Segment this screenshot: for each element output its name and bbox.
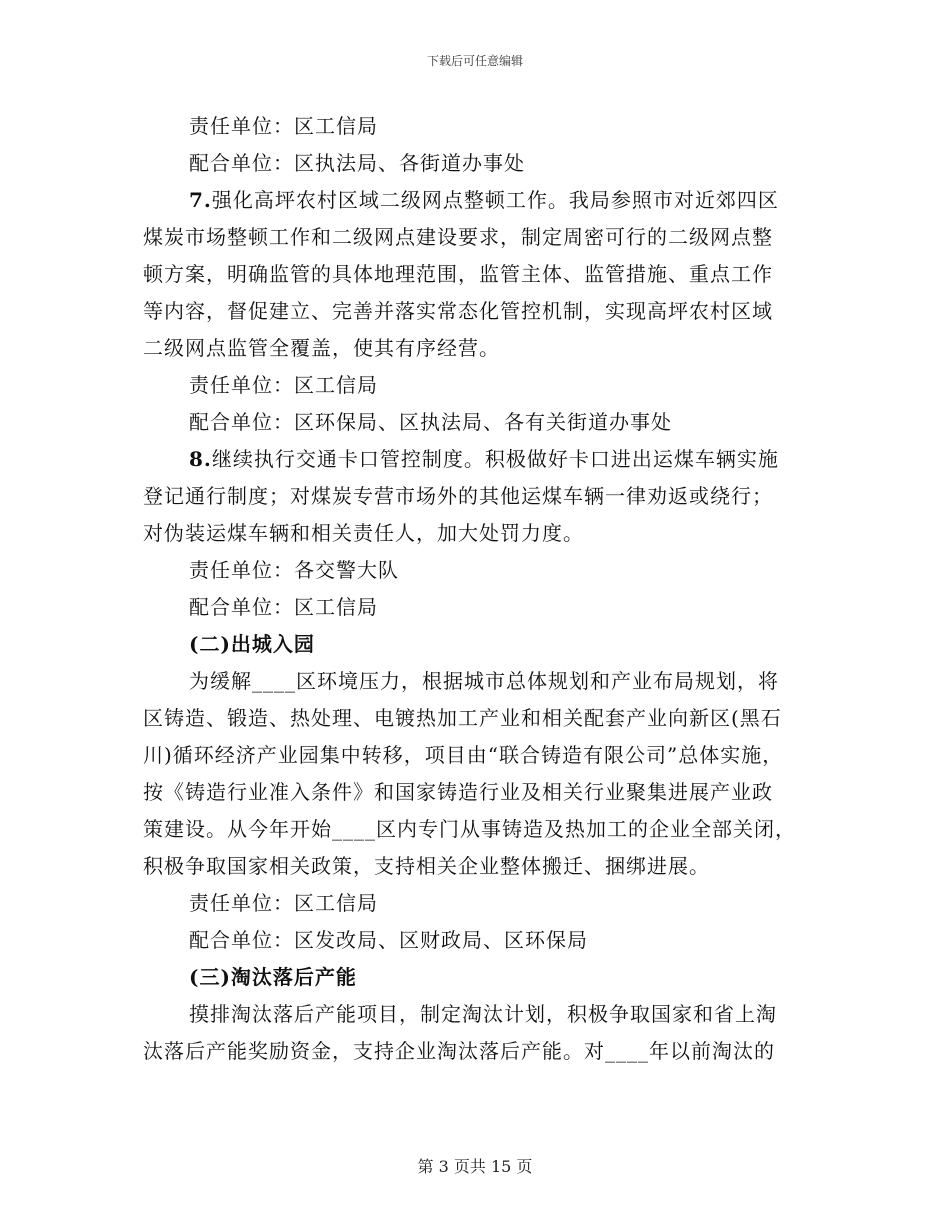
- text-line: [143, 367, 833, 404]
- line-text: 川)循环经济产业园集中转移，项目由“联合铸造有限公司”总体实施，: [143, 743, 784, 767]
- line-text: 按《铸造行业准入条件》和国家铸造行业及相关行业聚集进展产业政: [143, 780, 773, 804]
- text-line: [143, 145, 833, 182]
- text-line: [143, 108, 833, 145]
- text-line: [143, 256, 833, 293]
- text-line: [143, 811, 833, 848]
- item-number: 7.: [189, 188, 212, 212]
- line-text: 对伪装运煤车辆和相关责任人，加大处罚力度。: [143, 521, 584, 545]
- line-text: 区铸造、锻造、热处理、电镀热加工产业和相关配套产业向新区(黑石: [143, 706, 782, 730]
- text-line: [143, 737, 833, 774]
- line-text: 登记通行制度；对煤炭专营市场外的其他运煤车辆一律劝返或绕行；: [143, 484, 773, 508]
- line-text: 责任单位：区工信局: [189, 373, 378, 397]
- line-text: 责任单位：区工信局: [189, 891, 378, 915]
- text-line: [143, 1033, 833, 1070]
- line-text: 继续执行交通卡口管控制度。积极做好卡口进出运煤车辆实施: [211, 447, 779, 471]
- line-text: 等内容，督促建立、完善并落实常态化管控机制，实现高坪农村区域: [143, 299, 773, 323]
- document-body: [143, 108, 833, 1070]
- text-line: [143, 330, 833, 367]
- text-line: [143, 589, 833, 626]
- line-text: (三)淘汰落后产能: [189, 965, 357, 989]
- line-text: 顿方案，明确监管的具体地理范围，监管主体、监管措施、重点工作: [143, 262, 773, 286]
- text-line: [143, 848, 833, 885]
- text-line: [143, 478, 833, 515]
- line-text: 配合单位：区工信局: [189, 595, 378, 619]
- section-heading: [143, 626, 833, 663]
- page-header: 下载后可任意编辑: [426, 54, 523, 68]
- page-footer: 第 3 页共 15 页: [417, 1157, 533, 1176]
- text-line: [143, 552, 833, 589]
- text-line: [143, 885, 833, 922]
- text-line: [143, 182, 833, 219]
- line-text: 责任单位：区工信局: [189, 114, 378, 138]
- text-line: [143, 922, 833, 959]
- text-line: [143, 441, 833, 478]
- item-number: 8.: [189, 447, 212, 471]
- section-heading: [143, 959, 833, 996]
- line-text: (二)出城入园: [189, 632, 315, 656]
- line-text: 积极争取国家相关政策，支持相关企业整体搬迁、捆绑进展。: [143, 854, 710, 878]
- text-line: [143, 700, 833, 737]
- line-text: 策建设。从今年开始____区内专门从事铸造及热加工的企业全部关闭，: [143, 817, 796, 841]
- line-text: 配合单位：区执法局、各街道办事处: [189, 151, 525, 175]
- line-text: 煤炭市场整顿工作和二级网点建设要求，制定周密可行的二级网点整: [143, 225, 773, 249]
- line-text: 配合单位：区发改局、区财政局、区环保局: [189, 928, 588, 952]
- text-line: [143, 219, 833, 256]
- text-line: [143, 663, 833, 700]
- line-text: 责任单位：各交警大队: [189, 558, 399, 582]
- text-line: [143, 293, 833, 330]
- text-line: [143, 515, 833, 552]
- text-line: [143, 996, 833, 1033]
- line-text: 强化高坪农村区域二级网点整顿工作。我局参照市对近郊四区: [211, 188, 779, 212]
- line-text: 配合单位：区环保局、区执法局、各有关街道办事处: [189, 410, 672, 434]
- text-line: [143, 404, 833, 441]
- line-text: 汰落后产能奖励资金，支持企业淘汰落后产能。对____年以前淘汰的: [143, 1039, 775, 1063]
- text-line: [143, 774, 833, 811]
- line-text: 为缓解____区环境压力，根据城市总体规划和产业布局规划，将: [189, 669, 779, 693]
- line-text: 二级网点监管全覆盖，使其有序经营。: [143, 336, 500, 360]
- line-text: 摸排淘汰落后产能项目，制定淘汰计划，积极争取国家和省上淘: [189, 1002, 777, 1026]
